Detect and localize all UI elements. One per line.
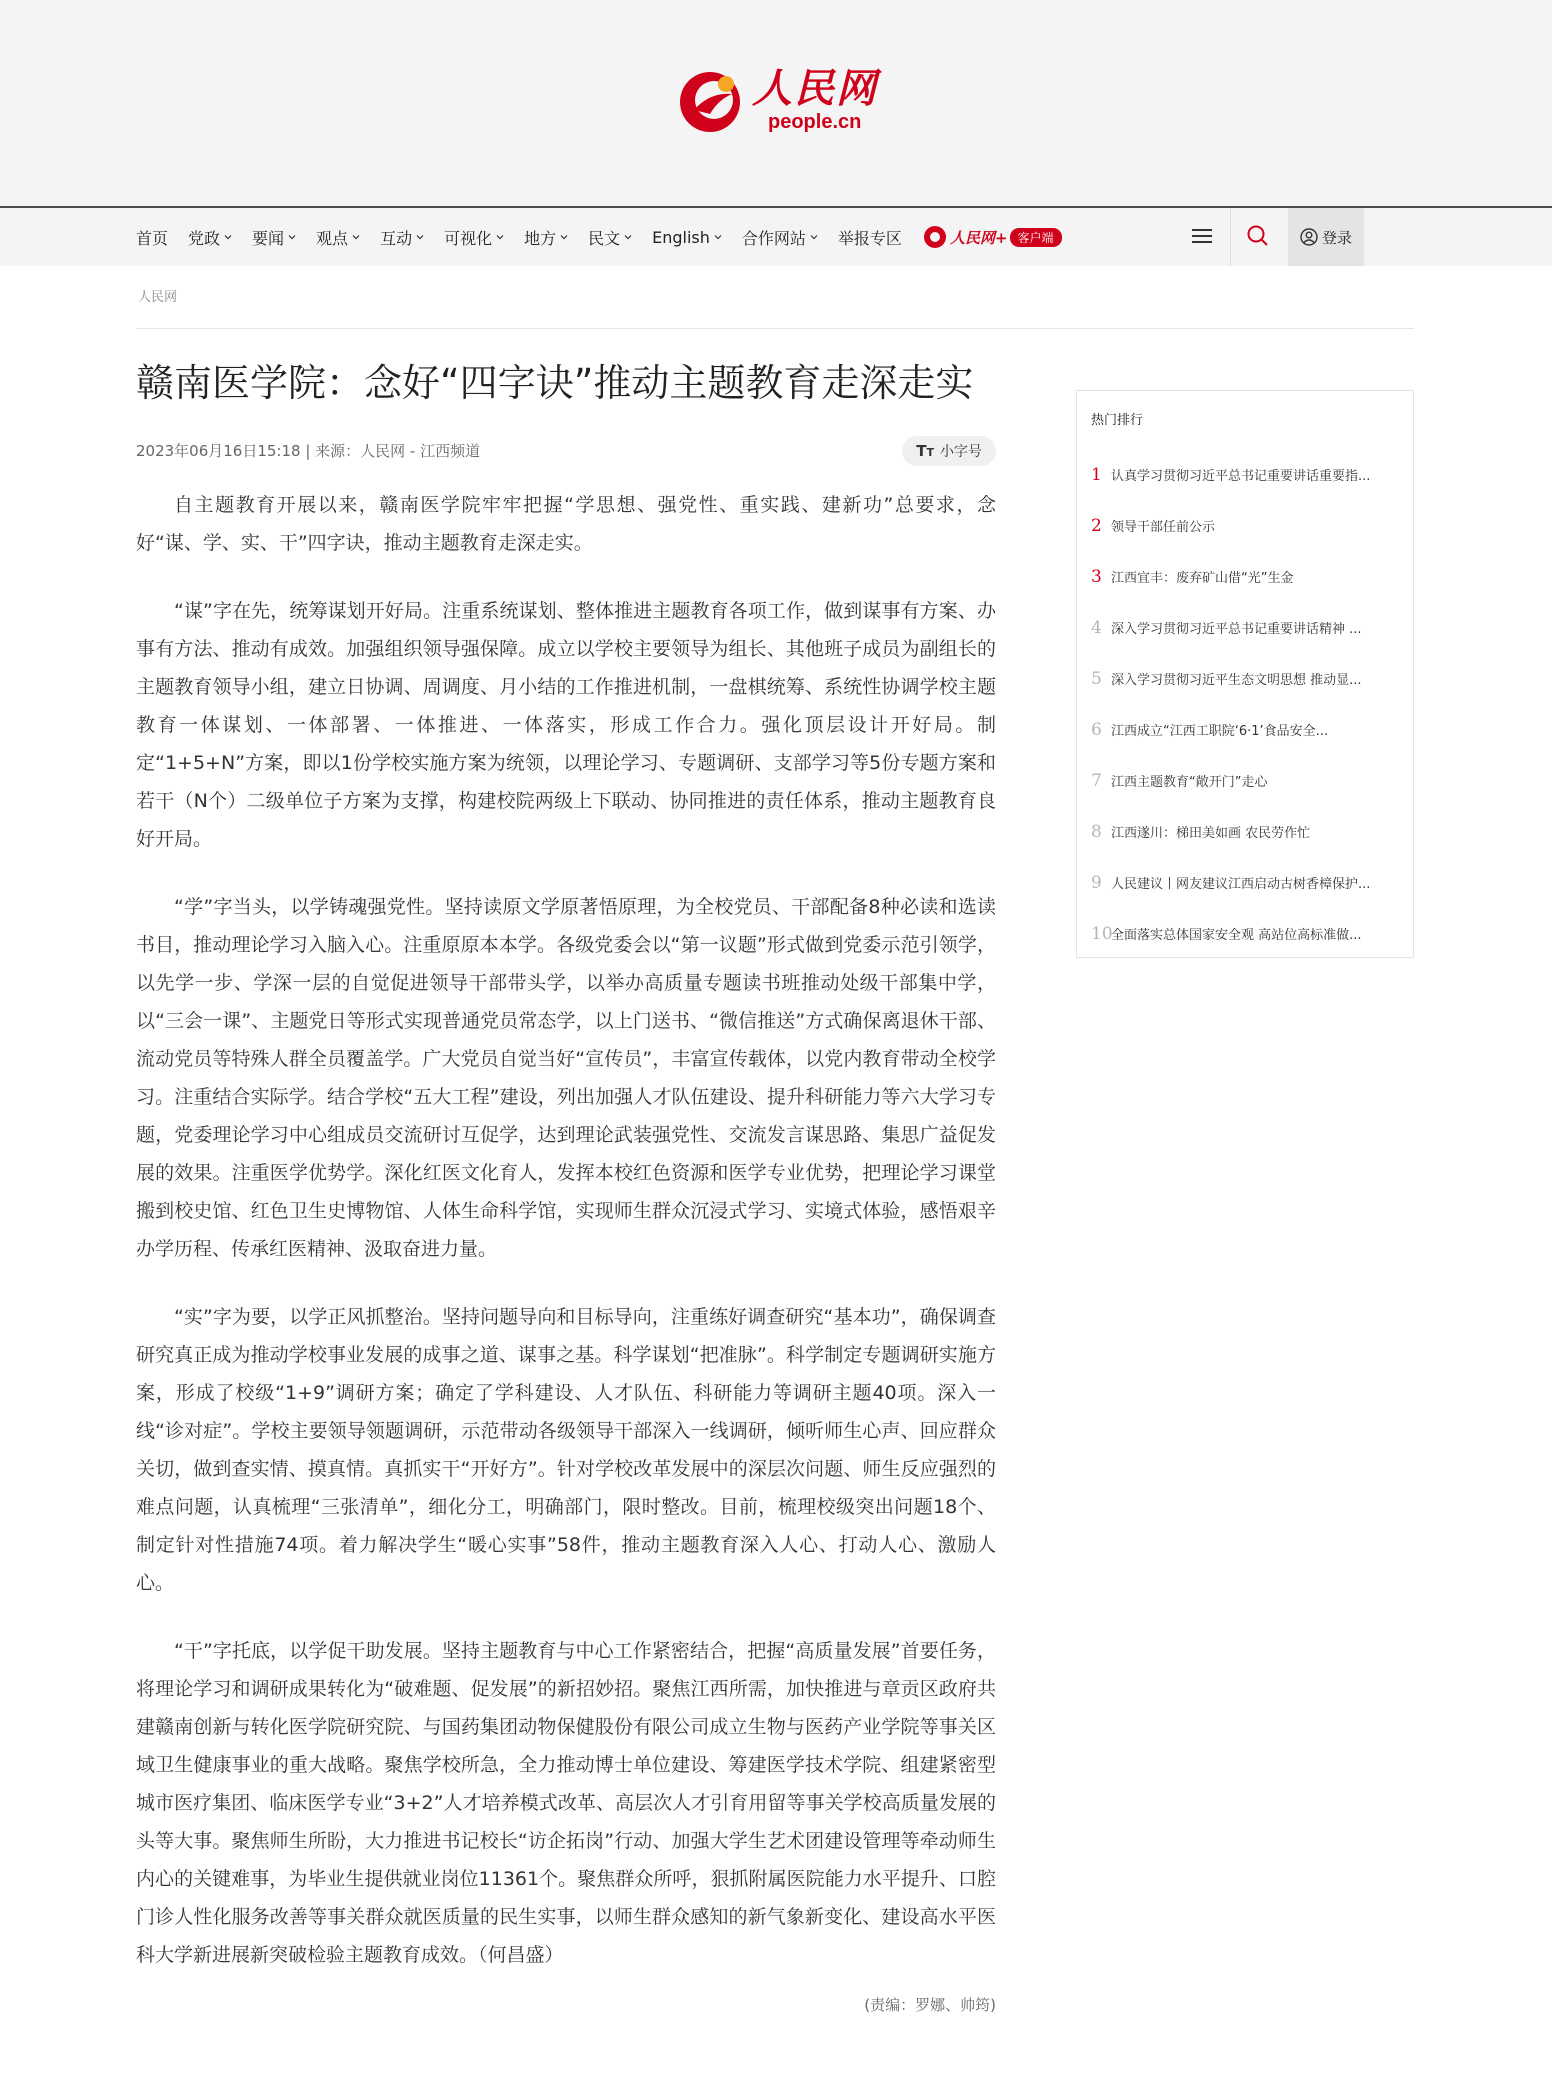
article-paragraph: 自主题教育开展以来，赣南医学院牢牢把握“学思想、强党性、重实践、建新功”总要求，念好“谋、学、实、干”四字诀，推动主题教育走深走实。 (136, 494, 996, 554)
chevron-down-icon (352, 233, 360, 241)
logo-text (752, 67, 878, 133)
article-meta: 2023年06月16日15:18 | 来源：人民网 - 江西频道 (136, 442, 481, 460)
nav-item[interactable] (524, 226, 568, 249)
rank-number: 1 (1091, 464, 1102, 485)
hot-ranking-title: 热门排行 (1091, 413, 1144, 428)
article-paragraph: “谋”字在先，统筹谋划开好局。注重系统谋划、整体推进主题教育各项工作，做到谋事有方案、办事有方法、推动有成效。加强组织领导强保障。成立以学校主要领导为组长、其他班子成员为副组长的主题教育领导小组，建立日协调、周调度、月小结的工作推进机制，一盘棋统筹、系统性协调学校主题教育一体谋划、一体部署、一体推进、一体落实，形成工作合力。强化顶层设计开好局。制定“1+5+N”方案，即以1份学校实施方案为统领，以理论学习、专题调研、支部学习等5份专题方案和若干（N个）二级单位子方案为支撑，构建校院两级上下联动、协同推进的责任体系，推动主题教育良好开局。 (136, 600, 996, 850)
nav-item-label: 首页 (136, 228, 169, 248)
nav-item-label: 民文 (588, 228, 621, 248)
article-paragraph: “实”字为要，以学正风抓整治。坚持问题导向和目标导向，注重练好调查研究“基本功”，确保调查研究真正成为推动学校事业发展的成事之道、谋事之基。科学谋划“把准脉”。科学制定专题调研实施方案，形成了校级“1+9”调研方案；确定了学科建设、人才队伍、科研能力等调研主题40项。深入一线“诊对症”。学校主要领导领题调研，示范带动各级领导干部深入一线调研，倾听师生心声、回应群众关切，做到查实情、摸真情。真抓实干“开好方”。针对学校改革发展中的深层次问题、师生反应强烈的难点问题，认真梳理“三张清单”，细化分工，明确部门，限时整改。目前，梳理校级突出问题18个、制定针对性措施74项。着力解决学生“暖心实事”58件，推动主题教育深入人心、打动人心、激励人心。 (136, 1306, 996, 1594)
rank-number: 4 (1091, 617, 1102, 638)
font-size-icon: TT (916, 442, 934, 460)
logo-english: people.cn (768, 111, 862, 133)
article (136, 360, 996, 2015)
rank-number: 6 (1091, 719, 1102, 740)
chevron-down-icon (288, 233, 296, 241)
logo-chinese: 人民网 (752, 65, 878, 112)
rank-title: 江西成立“江西工职院‘6·1’食品安全... (1111, 724, 1329, 739)
chevron-down-icon (496, 233, 504, 241)
rank-title: 深入学习贯彻习近平总书记重要讲话精神 ... (1111, 622, 1362, 637)
breadcrumb-divider (136, 328, 1414, 329)
hot-ranking-item[interactable] (1091, 500, 1403, 551)
hot-ranking-item[interactable] (1091, 704, 1403, 755)
article-paragraph: “干”字托底，以学促干助发展。坚持主题教育与中心工作紧密结合，把握“高质量发展”首要任务，将理论学习和调研成果转化为“破难题、促发展”的新招妙招。聚焦江西所需，加快推进与章贡区政府共建赣南创新与转化医学院研究院、与国药集团动物保健股份有限公司成立生物与医药产业学院等事关区域卫生健康事业的重大战略。聚焦学校所急，全力推动博士单位建设、筹建医学技术学院、组建紧密型城市医疗集团、临床医学专业“3+2”人才培养模式改革、高层次人才引育用留等事关学校高质量发展的头等大事。聚焦师生所盼，大力推进书记校长“访企拓岗”行动、加强大学生艺术团建设管理等牵动师生内心的关键难事，为毕业生提供就业岗位11361个。聚焦群众所呼，狠抓附属医院能力水平提升、口腔门诊人性化服务改善等事关群众就医质量的民生实事，以师生群众感知的新气象新变化、建设高水平医科大学新进展新突破检验主题教育成效。（何昌盛） (136, 1640, 996, 1966)
site-header (0, 0, 1552, 208)
nav-item[interactable] (380, 226, 424, 249)
article-body (136, 486, 996, 1974)
nav-item[interactable] (444, 226, 504, 249)
rank-title: 深入学习贯彻习近平生态文明思想 推动显... (1111, 673, 1362, 688)
hot-ranking-item[interactable] (1091, 755, 1403, 806)
nav-divider (1230, 208, 1231, 266)
app-word: 人民网+ (949, 228, 1008, 247)
rank-number: 5 (1091, 668, 1102, 689)
hot-ranking-item[interactable] (1091, 806, 1403, 857)
rank-number: 9 (1091, 872, 1102, 893)
font-size-toggle[interactable] (902, 436, 996, 466)
people-logo-icon (674, 64, 746, 136)
main-nav (0, 208, 1552, 266)
rank-number: 10 (1091, 923, 1113, 944)
rank-title: 领导干部任前公示 (1111, 520, 1216, 535)
chevron-down-icon (560, 233, 568, 241)
breadcrumb[interactable]: 人民网 (138, 290, 178, 305)
site-logo[interactable] (674, 64, 878, 136)
chevron-down-icon (810, 233, 818, 241)
hot-ranking-item[interactable] (1091, 449, 1403, 500)
rank-number: 3 (1091, 566, 1102, 587)
nav-item-label: 观点 (316, 228, 349, 248)
rank-number: 8 (1091, 821, 1102, 842)
nav-item-label: 举报专区 (837, 228, 902, 248)
chevron-down-icon (416, 233, 424, 241)
font-size-label: 小字号 (940, 444, 982, 460)
rank-title: 人民建议丨网友建议江西启动古树香樟保护... (1111, 877, 1371, 892)
hot-ranking-item[interactable] (1091, 602, 1403, 653)
nav-item-label: English (652, 227, 710, 247)
nav-item[interactable] (652, 228, 722, 247)
nav-item[interactable] (316, 226, 360, 249)
hot-ranking-item[interactable] (1091, 653, 1403, 704)
nav-item-label: 合作网站 (741, 228, 806, 248)
nav-item-label: 要闻 (252, 228, 285, 248)
nav-item[interactable] (252, 226, 296, 249)
hot-ranking-item[interactable] (1091, 857, 1403, 908)
rank-title: 江西主题教育“敞开门”走心 (1111, 775, 1268, 790)
hot-ranking-item[interactable] (1091, 551, 1403, 602)
chevron-down-icon (714, 233, 722, 241)
article-paragraph: “学”字当头，以学铸魂强党性。坚持读原文学原著悟原理，为全校党员、干部配备8种必读和选读书目，推动理论学习入脑入心。注重原原本本学。各级党委会以“第一议题”形式做到党委示范引领学，以先学一步、学深一层的自觉促进领导干部带头学，以举办高质量专题读书班推动处级干部集中学，以“三会一课”、主题党日等形式实现普通党员常态学，以上门送书、“微信推送”方式确保离退休干部、流动党员等特殊人群全员覆盖学。广大党员自觉当好“宣传员”，丰富宣传载体，以党内教育带动全校学习。注重结合实际学。结合学校“五大工程”建设，列出加强人才队伍建设、提升科研能力等六大学习专题，党委理论学习中心组成员交流研讨互促学，达到理论武装强党性、交流发言谋思路、集思广益促发展的效果。注重医学优势学。深化红医文化育人，发挥本校红色资源和医学专业优势，把理论学习课堂搬到校史馆、红色卫生史博物馆、人体生命科学馆，实现师生群众沉浸式学习、实境式体验，感悟艰辛办学历程、传承红医精神、汲取奋进力量。 (136, 896, 996, 1260)
nav-item[interactable] (136, 226, 168, 249)
nav-item-label: 地方 (524, 228, 557, 248)
hot-ranking-list (1091, 449, 1403, 959)
article-editor: (责编：罗娜、帅筠) (864, 1996, 996, 2014)
rank-title: 全面落实总体国家安全观 高站位高标准做... (1111, 928, 1362, 943)
login-label: 登录 (1321, 228, 1352, 247)
hot-ranking-panel (1076, 390, 1414, 958)
chevron-down-icon (624, 233, 632, 241)
rank-title: 江西宜丰：废弃矿山借“光”生金 (1111, 571, 1294, 586)
user-icon (1300, 228, 1318, 246)
nav-item[interactable] (838, 226, 902, 249)
nav-item[interactable] (188, 226, 232, 249)
search-icon[interactable] (1244, 222, 1272, 250)
app-download-link[interactable] (924, 226, 1062, 248)
rank-number: 2 (1091, 515, 1102, 536)
nav-items (136, 208, 1080, 266)
nav-item[interactable] (588, 226, 632, 249)
nav-item-label: 党政 (188, 228, 221, 248)
people-app-icon (924, 226, 946, 248)
article-meta-row (136, 436, 996, 466)
rank-number: 7 (1091, 770, 1102, 791)
hot-ranking-item[interactable] (1091, 908, 1403, 959)
rank-title: 认真学习贯彻习近平总书记重要讲话重要指... (1111, 469, 1371, 484)
article-title: 赣南医学院：念好“四字诀”推动主题教育走深走实 (136, 361, 974, 405)
menu-icon[interactable] (1188, 222, 1216, 250)
login-button[interactable] (1288, 208, 1364, 266)
chevron-down-icon (224, 233, 232, 241)
app-badge: 客户端 (1010, 228, 1062, 247)
nav-item[interactable] (742, 226, 818, 249)
rank-title: 江西遂川：梯田美如画 农民劳作忙 (1111, 826, 1311, 841)
nav-item-label: 互动 (380, 228, 413, 248)
nav-item-label: 可视化 (444, 228, 493, 248)
